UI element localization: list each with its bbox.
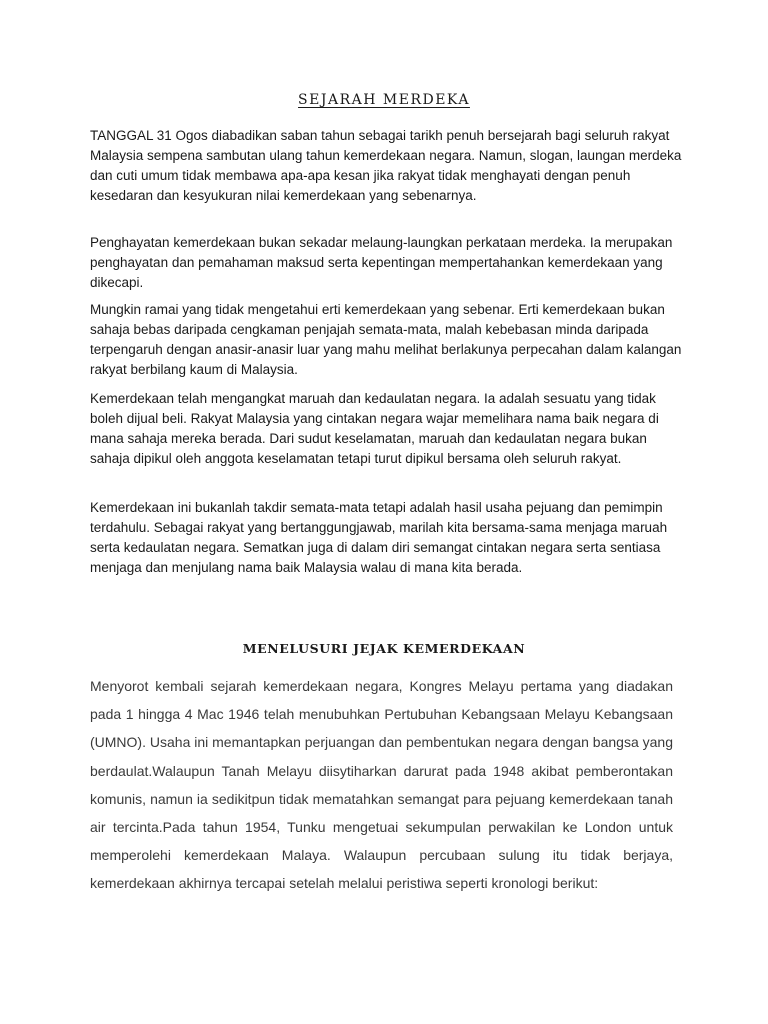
paragraph-2: Penghayatan kemerdekaan bukan sekadar melaung-laungkan perkataan merdeka. Ia merupakan penghayatan dan pemahaman maksud serta kepentingan mempertahankan kemerdekaan yang dikecapi. (90, 235, 673, 290)
paragraph-3: Mungkin ramai yang tidak mengetahui erti kemerdekaan yang sebenar. Erti kemerdekaan bukan sahaja bebas daripada cengkaman penjajah semata-mata, malah kebebasan minda daripada terpengaruh dengan anasir-anasir luar yang mahu melihat berlakunya perpecahan dalam kalangan rakyat berbilang kaum di Malaysia. (90, 302, 682, 377)
paragraph-5: Kemerdekaan ini bukanlah takdir semata-mata tetapi adalah hasil usaha pejuang dan pemimpin terdahulu. Sebagai rakyat yang bertanggungjawab, marilah kita bersama-sama menjaga maruah serta kedaulatan negara. Sematkan juga di dalam diri semangat cintakan negara serta sentiasa menjaga dan menjulang nama baik Malaysia walau di mana kita berada. (90, 500, 668, 575)
section-body: Menyorot kembali sejarah kemerdekaan negara, Kongres Melayu pertama yang diadakan pada 1 hingga 4 Mac 1946 telah menubuhkan Pertubuhan Kebangsaan Melayu Kebangsaan (UMNO). Usaha ini memantapkan perjuangan dan pembentukan negara dengan bangsa yang berdaulat.Walaupun Tanah Melayu diisytiharkan darurat pada 1948 akibat pemberontakan komunis, namun ia sedikitpun tidak mematahkan semangat para pejuang kemerdekaan tanah air tercinta.Pada tahun 1954, Tunku mengetuai sekumpulan perwakilan ke London untuk memperolehi kemerdekaan Malaya. Walaupun percubaan sulung itu tidak berjaya, kemerdekaan akhirnya tercapai setelah melalui peristiwa seperti kronologi berikut: (90, 678, 673, 892)
paragraph-4: Kemerdekaan telah mengangkat maruah dan kedaulatan negara. Ia adalah sesuatu yang tidak boleh dijual beli. Rakyat Malaysia yang cintakan negara wajar memelihara nama baik negara di mana sahaja mereka berada. Dari sudut keselamatan, maruah dan kedaulatan negara bukan sahaja dipikul oleh anggota keselamatan tetapi turut dipikul bersama oleh seluruh rakyat. (90, 391, 659, 466)
section-heading: MENELUSURI JEJAK KEMERDEKAAN (242, 641, 526, 656)
document-title: SEJARAH MERDEKA (298, 92, 470, 108)
paragraph-1: TANGGAL 31 Ogos diabadikan saban tahun sebagai tarikh penuh bersejarah bagi seluruh rakyat Malaysia sempena sambutan ulang tahun kemerdekaan negara. Namun, slogan, laungan merdeka dan cuti umum tidak membawa apa-apa kesan jika rakyat tidak menghayati dengan penuh kesedaran dan kesyukuran nilai kemerdekaan yang sebenarnya. (90, 128, 682, 203)
